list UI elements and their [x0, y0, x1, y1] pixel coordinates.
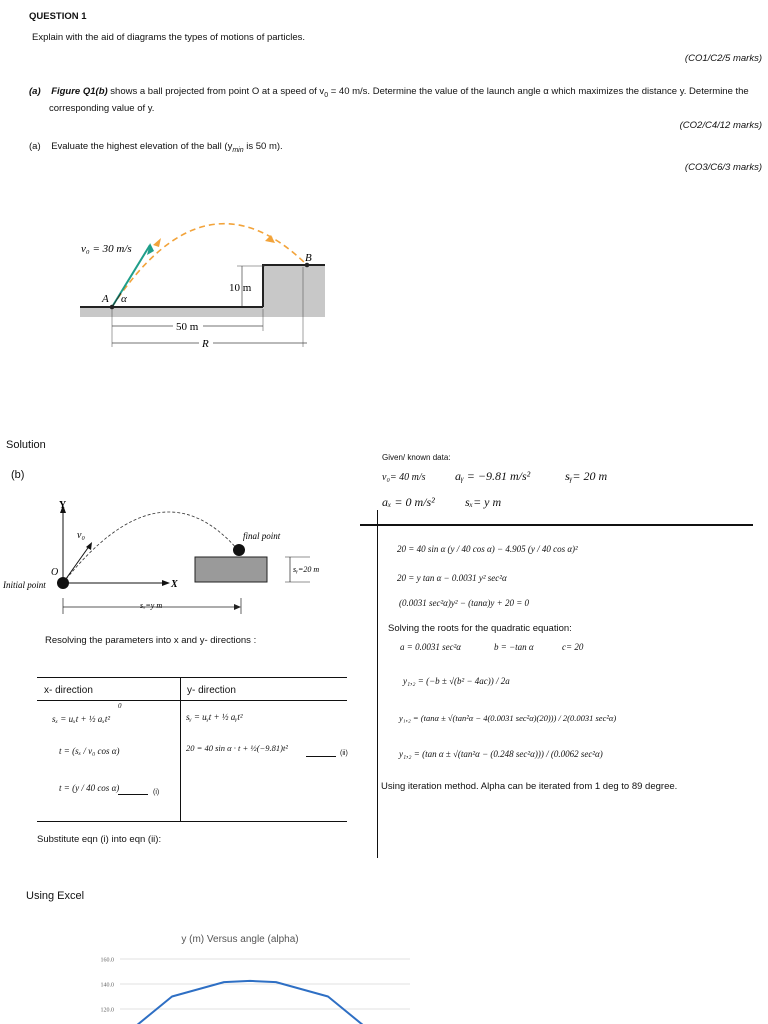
x-axis-arrow-icon: [162, 580, 170, 586]
quad-formula-1: y₁,₂ = (−b ± √(b² − 4ac)) / 2a: [403, 676, 510, 686]
coef-a: a = 0.0031 sec²α: [400, 642, 461, 652]
x-eq-3: t = (y / 40 cos α): [59, 783, 120, 793]
y-axis-label: Y: [59, 500, 67, 511]
coef-c: c= 20: [562, 642, 584, 652]
platform-box: [195, 557, 267, 582]
part-a-text-1: shows a ball projected from point O at a speed of v: [107, 86, 325, 97]
quad-formula-3: y₁,₂ = (tan α ± √(tan²α − (0.248 sec²α))) / (0.0062 sec²α): [399, 749, 603, 759]
traj-arrow-2: [265, 235, 275, 243]
range-label: R: [202, 338, 209, 350]
coef-b: b = −tan α: [494, 642, 534, 652]
traj-arrow-1: [153, 238, 161, 247]
excel-chart: [0, 950, 480, 1024]
given-ay: aᵧ = −9.81 m/s²: [455, 469, 531, 483]
part-a2-body: Evaluate the highest elevation of the ball (y: [51, 141, 233, 152]
question-intro: Explain with the aid of diagrams the types of motions of particles.: [32, 32, 305, 43]
part-a-text: (a) Figure Q1(b) shows a ball projected from point O at a speed of $v_0 = 40$ m/s. Determine the value of the launch angle α which maximizes the distance y. Determine the corresponding value of y.: [29, 86, 749, 114]
given-ax: aₓ = 0 m/s²: [382, 495, 435, 509]
x-eq-1-note: 0: [118, 702, 122, 710]
chart-series-line: [120, 981, 380, 1024]
x-eq-2: t = (sₓ / v₀ cos α): [59, 746, 120, 756]
table-bottom-rule: [37, 821, 347, 822]
final-point-dot: [233, 544, 245, 556]
ground-left: [80, 307, 265, 317]
x-eq-1: sₓ = uₓt + ½ aₓt²: [52, 714, 111, 724]
part-a2-end: is 50 m).: [243, 141, 283, 152]
part-a-text-3: corresponding value of y.: [49, 102, 155, 114]
initial-point-dot: [57, 577, 69, 589]
solution-title: Solution: [6, 439, 46, 451]
sy-label: sᵧ=20 m: [293, 565, 320, 574]
given-sx: sₓ= y m: [465, 495, 502, 509]
given-v0: v₀= 40 m/s: [382, 472, 426, 483]
resolving-text: Resolving the parameters into x and y- directions :: [45, 635, 257, 646]
x-eq-3-tag: (i): [153, 789, 160, 796]
chart-ytick-label: 160.0: [100, 957, 114, 964]
eq-2: 20 = y tan α − 0.0031 y² sec²α: [397, 573, 507, 583]
final-point-label: final point: [243, 531, 281, 541]
given-sy: sᵧ= 20 m: [565, 469, 608, 483]
initial-point-label: Initial point: [3, 580, 46, 590]
height-label: 10 m: [229, 282, 252, 294]
part-a-marks: (CO2/C4/12 marks): [679, 120, 762, 131]
part-a2-marks: (CO3/C6/3 marks): [684, 162, 762, 173]
table-header-y: y- direction: [187, 685, 236, 696]
part-a2-label: (a): [29, 141, 41, 152]
using-excel-text: Using Excel: [26, 890, 85, 902]
point-b-label: B: [305, 252, 312, 264]
eq-1: 20 = 40 sin α (y / 40 cos α) − 4.905 (y / 40 cos α)²: [397, 544, 578, 554]
part-a-figure-ref: Figure Q1(b): [51, 86, 108, 97]
part-a-text-2: = 40 m/s. Determine the value of the launch angle α which maximizes the distance y. Determine the: [328, 86, 749, 97]
part-a2-sub: min: [232, 146, 244, 154]
table-head-rule: [37, 700, 347, 701]
eq-3: (0.0031 sec²α)y² − (tanα)y + 20 = 0: [399, 598, 530, 608]
question-heading: QUESTION 1: [29, 11, 87, 22]
v0-label: v₀ = 30 m/s: [81, 243, 132, 255]
dist-label: 50 m: [176, 321, 199, 333]
substitute-text: Substitute eqn (i) into eqn (ii):: [37, 834, 162, 845]
table-header-x: x- direction: [44, 685, 93, 696]
x-axis-label: X: [171, 579, 178, 590]
tchart-horizontal: [360, 524, 753, 526]
point-a-label: A: [102, 293, 109, 305]
origin-label: O: [51, 567, 59, 578]
chart-ytick-label: 140.0: [100, 982, 114, 989]
part-a2-text: [29, 141, 283, 154]
table-top-rule: [37, 677, 347, 678]
solving-text: Solving the roots for the quadratic equation:: [388, 623, 572, 634]
y-eq-2: 20 = 40 sin α · t + ½(−9.81)t²: [186, 743, 288, 753]
v0-vector: [63, 545, 90, 583]
tchart-vertical: [377, 510, 378, 858]
point-a-dot: [110, 305, 115, 310]
solution-figure: [0, 495, 350, 620]
v0-label-sol: v₀: [77, 530, 85, 541]
y-eq-1: sᵧ = uᵧt + ½ aᵧt²: [186, 712, 243, 722]
y-eq-2-tag: (ii): [340, 750, 348, 757]
ground-step: [263, 265, 325, 317]
projectile-figure: [75, 205, 340, 355]
solution-part: (b): [11, 469, 25, 481]
chart-ytick-label: 120.0: [100, 1007, 114, 1014]
sx-arrow-icon: [234, 604, 241, 610]
given-title: Given/ known data:: [382, 453, 451, 462]
alpha-label: α: [121, 293, 127, 305]
alpha-line: [112, 293, 121, 307]
y-eq-2-blank: [306, 756, 336, 757]
x-eq-3-blank: [118, 794, 148, 795]
part-a-label: (a): [29, 86, 41, 97]
quad-formula-2: y₁,₂ = (tanα ± √(tan²α − 4(0.0031 sec²α)(20))) / 2(0.0031 sec²α): [399, 713, 617, 723]
table-col-divider: [180, 677, 181, 822]
sx-label: sₓ=y m: [140, 601, 163, 610]
chart-title: y (m) Versus angle (alpha): [181, 934, 299, 945]
iteration-text: Using iteration method. Alpha can be iterated from 1 deg to 89 degree.: [381, 781, 678, 792]
intro-marks: (CO1/C2/5 marks): [684, 53, 762, 64]
